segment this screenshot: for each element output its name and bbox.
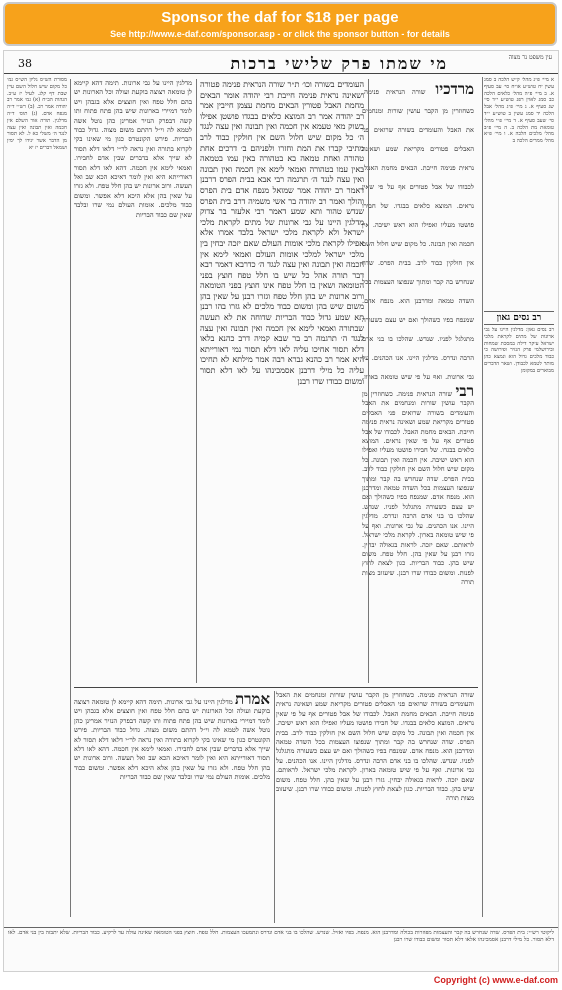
header-rule [4, 73, 558, 74]
nissim-gaon-column: רב נסים גאון: מדלגין היינו על גבי ארונות של מתים לקראת מלכי ישראל עיקר דילה במסכת שמחות ובירושלמי פרק הנזיר ופירושה כי כבוד מלכים גדול הוא ונמצא כהן מותר לטמא לכבודן. ושאר הדברים מבוארים במקומן [484, 327, 554, 374]
rashi-dibbur-second: רבי [455, 383, 474, 400]
tosafot-rule [196, 79, 197, 683]
nissim-gaon-heading: רב נסים גאון [484, 311, 554, 325]
rashi-block-top [362, 79, 474, 379]
tosafot-lower-text: מדלגין היינו על גבי ארונות. תימה דהא קיימא לן טומאה רצוצה בוקעת ועולה וכל הארונות יש בהם חלל טפח ואין חוצצים אלא בגבהן ויש לומר דמיירי בארונות שיש בהן פתח פתוח ותו קשה דבפרק הנזיר אמרינן כהן נוטל אשה לטמא לה וי״ל דהתם משום מצוה. גדול כבוד הבריות. פירש הקונטרס כגון מי שאינו בקי לקרוא בתורה ואין נראה לר״י דלאו דלא תסור לא שייך אלא בדברים שבין אדם לחבירו. ואמאי לימא אין חכמה. דהא לאו דלא תסור דאורייתא היא ואין לומר דאיכא הכא שב ואל תעשה. ורוב ארונות יש בהן חלל טפח. ולא גזרו על שאין בהן אלא היכא דלא אפשר. ומשום כבוד מלכים. אומות העולם נמי שרו ובלבד שאין שם כבוד הבריות [74, 698, 270, 782]
margin-right-ein-mishpat: א מיי׳ פ״ג מהל׳ ק״ש הלכה ב סמג עשין יח טוש״ע או״ח סי׳ עב סעיף א. ב מיי׳ פ״ה מהל׳ כלאים הלכה כב סמג לאוין רפג טוש״ע י״ד סי׳ שג סעיף א. ג מיי׳ פ״ג מהל׳ אבל הלכה יד סמג עשין ב טוש״ע י״ד סי׳ שעב סעיף א. ד מיי׳ פ״י מהל׳ טומאת מת הלכה ב. ה מיי׳ פ״ב מהל׳ מלכים הלכה א. ו מיי׳ פ״א מהל׳ ממרים הלכה ב [484, 77, 554, 145]
talmud-page [3, 50, 559, 972]
sponsor-banner-title[interactable]: Sponsor the daf for $18 per page [161, 9, 399, 26]
masoret-label: מסורת הש״ס [39, 77, 67, 83]
margin-left-text: גליון הש״ס גמ׳ כל מקום שיש חלול השם עיין שבת דף קלג. לעיל יז ע״ב. הגהות הב״ח (א) גמ׳ אמר רב יהודה אמר רב. (ב) רש״י ד״ה מנפח אדם. (ג) תוס׳ ד״ה מדלגין. תורה אור השלם אין חכמה ואין תבונה ואין עצה לנגד ה׳ משלי כא ל. לא תסור מן הדבר אשר יגידו לך ימין ושמאל דברים יז יא [7, 77, 67, 151]
rashi-block-middle [362, 383, 474, 683]
margin-rule-right [482, 77, 483, 917]
ein-mishpat-label: עין משפט נר מצוה [508, 54, 552, 61]
rashi-text: שורה הנראית פנימה. כשחוזרין מן הקבר עושין שורות ומנחמים את האבל והעומדים בשורה שרואים פני האבלים פטורים מקריאת שמע ושאינה נראית פנימה חייבת. הבאים מחמת האבל. לכבודו של אבל פטורים אף על פי שאין נראים. המוצא כלאים בבגדו. של חבירו פושטו מעליו ואפילו הוא ראש ישיבה. אין חכמה ואין תבונה. כל מקום שיש חלול השם אין חולקין כבוד לרב. בבית הפרס. שדה שנחרש בה קבר ומתוך שנפוצו העצמות בכל השדה טמאה ומדרבנן הוא. מנפח אדם. שמנפח בפיו כשהולך ואם יש עצם כשעורה מתגלגל לפניו. שנדש. שהלכו בו בני אדם הרבה ונדרס. מדלגין היינו. אנו הכהנים. על גבי ארונות. ואף על פי שיש טומאה בארון. [362, 88, 474, 379]
margin-rule-left [70, 79, 71, 917]
running-head: מי שמתו פרק שלישי ברכות [230, 54, 448, 73]
sponsor-banner-subtitle: See http://www.e-daf.com/sponsor.asp - or click the sponsor button - for details [110, 29, 450, 39]
lower-center-rule [274, 691, 275, 923]
tosafot-block-lower [74, 691, 270, 923]
tosafot-column: מדלגין היינו על גבי ארונות. תימה דהא קיימא לן טומאה רצוצה בוקעת ועולה וכל הארונות יש בהם חלל טפח ואין חוצצים אלא בגבהן ויש לומר דמיירי בארונות שיש בהן פתח פתוח ותו קשה דבפרק הנזיר אמרינן כהן נוטל אשה לטמא לה וי״ל דהתם משום מצוה. גדול כבוד הבריות. פירש הקונטרס כגון מי שאינו בקי לקרוא בתורה ואין נראה לר״י דלאו דלא תסור לא שייך אלא בדברים שבין אדם לחבירו. ואמאי לימא אין חכמה. דהא לאו דלא תסור דאורייתא היא ואין לומר דאיכא הכא שב ואל תעשה. ורוב ארונות יש בהן חלל טפח. ולא גזרו על שאין בהן אלא היכא דלא אפשר. ומשום כבוד מלכים. אומות העולם נמי שרו ובלבד שאין שם כבוד הבריות [74, 79, 192, 219]
rashi-dibbur-hamatchil: מרדכיו [435, 80, 474, 98]
rashi-block-lower: שורה הנראית פנימה. כשחוזרין מן הקבר עושין שורות ומנחמים את האבל והעומדים בשורה שרואים פני האבלים פטורים מקריאת שמע ושאינה נראית פנימה חייבת. הבאים מחמת האבל. לכבודו של אבל פטורים אף על פי שאין נראים. המוצא כלאים בבגדו. של חבירו פושטו מעליו ואפילו הוא ראש ישיבה. אין חכמה ואין תבונה. כל מקום שיש חלול השם אין חולקין כבוד לרב. בבית הפרס. שדה שנחרש בה קבר ומתוך שנפוצו העצמות בכל השדה טמאה ומדרבנן הוא. מנפח אדם. שמנפח בפיו כשהולך ואם יש עצם כשעורה מתגלגל לפניו. שנדש. שהלכו בו בני אדם הרבה ונדרס. מדלגין היינו. אנו הכהנים. על גבי ארונות. ואף על פי שיש טומאה בארון. לקראת מלכי ישראל. לראותם. שאם יזכה. לראות בגאולה יבחין. גזרו רבנן על שאין בהן. חלל טפח. משום שיש בהן. כבוד הבריות. כגון לצאת לחוץ לפנות. ומשום כבודו שרו רבנן. שיעזוב מצות תורה [276, 691, 474, 803]
copyright-notice[interactable]: Copyright (c) www.e-daf.com [433, 975, 558, 985]
page-number: 38 [18, 57, 32, 70]
margin-left-notes [7, 77, 67, 917]
rashi-rule [368, 79, 369, 683]
lower-rule [74, 687, 478, 688]
likutei-rashi-footnotes: ליקוטי רש״י: בית הפרס. שדה שנחרש בה קבר והעצמות מפוזרות בכולה ומדרבנן הוא. מנפח. בפיו ואזיל. שנדש. שהלכו בו בני אדם ונדרס ונתמעכו העצמות. חלל טפח. חוצץ בפני הטומאה שאינה עולה עד לרקיע. כבוד הבריות. שלא יתבזה בין בני אדם. לאו דלא תסור. כל מילי דרבנן אסמכינהו אלאו דלא תסור ומשום כבודו שרו רבנן [4, 927, 558, 971]
page-header [4, 51, 558, 73]
sponsor-banner[interactable] [3, 2, 557, 46]
tosafot-dibbur-hamatchil: אמרת [234, 691, 270, 708]
gemara-text: העומדים בשורה וכו׳ ת״ר שורה הנראית פנימה פטורה ושאינה נראית פנימה חייבת רבי יהודה אומר הבאים מחמת האבל פטורין הבאים מחמת עצמן חייבין אמר רב יהודה אמר רב המוצא כלאים בבגדו פושטן אפילו בשוק מאי טעמא אין חכמה ואין תבונה ואין עצה לנגד ה׳ כל מקום שיש חלול השם אין חולקין כבוד לרב מתיבי קברו את המת וחזרו ולפניהם ב׳ דרכים אחת טהורה ואחת טמאה בא בטהורה באין עמו בטמאה באין עמו בטהורה ואמאי לימא אין חכמה ואין תבונה ואין עצה לנגד ה׳ תרגמה רבי אבא בבית הפרס דרבנן דאמר רב יהודה אמר שמואל מנפח אדם בית הפרס והולך ואמר רב יהודה בר אשי משמיה דרב בית הפרס שנדש טהור ותא שמע דאמר רבי אלעזר בר צדוק מדלגין היינו על גבי ארונות של מתים לקראת מלכי ישראל ולא לקראת מלכי ישראל בלבד אמרו אלא אפילו לקראת מלכי אומות העולם שאם יזכה יבחין בין מלכי ישראל למלכי אומות העולם ואמאי לימא אין חכמה ואין תבונה ואין עצה לנגד ה׳ כדרבא דאמר רבא דבר תורה אהל כל שיש בו חלל טפח חוצץ בפני הטומאה ושאין בו חלל טפח אינו חוצץ בפני הטומאה ורוב ארונות יש בהן חלל טפח וגזרו רבנן על שאין בהן משום שיש בהן ומשום כבוד מלכים לא גזרו בהו רבנן תא שמע גדול כבוד הבריות שדוחה את לא תעשה שבתורה ואמאי לימא אין חכמה ואין תבונה ואין עצה לנגד ה׳ תרגמה רב בר שבא קמיה דרב כהנא בלאו דלא תסור אחיכו עליה לאו דלא תסור נמי דאורייתא היא אמר רב כהנא גברא רבה אמר מילתא לא תחיכו עליה כל מילי דרבנן אסמכינהו על לאו דלא תסור ומשום כבודו שרו רבנן [200, 79, 364, 386]
rashi-text-continued: שורה הנראית פנימה. כשחוזרין מן הקבר עושין שורות ומנחמים את האבל והעומדים בשורה שרואים פני האבלים פטורים מקריאת שמע ושאינה נראית פנימה חייבת. הבאים מחמת האבל. לכבודו של אבל פטורים אף על פי שאין נראים. המוצא כלאים בבגדו. של חבירו פושטו מעליו ואפילו הוא ראש ישיבה. אין חכמה ואין תבונה. כל מקום שיש חלול השם אין חולקין כבוד לרב. בבית הפרס. שדה שנחרש בה קבר ומתוך שנפוצו העצמות בכל השדה טמאה ומדרבנן הוא. מנפח אדם. שמנפח בפיו כשהולך ואם יש עצם כשעורה מתגלגל לפניו. שנדש. שהלכו בו בני אדם הרבה ונדרס. מדלגין היינו. אנו הכהנים. על גבי ארונות. ואף על פי שיש טומאה בארון. לקראת מלכי ישראל. לראותם. שאם יזכה. לראות בגאולה יבחין. גזרו רבנן על שאין בהן. חלל טפח. משום שיש בהן. כבוד הבריות. כגון לצאת לחוץ לפנות. ומשום כבודו שרו רבנן. שיעזוב מצות תורה [362, 390, 474, 587]
